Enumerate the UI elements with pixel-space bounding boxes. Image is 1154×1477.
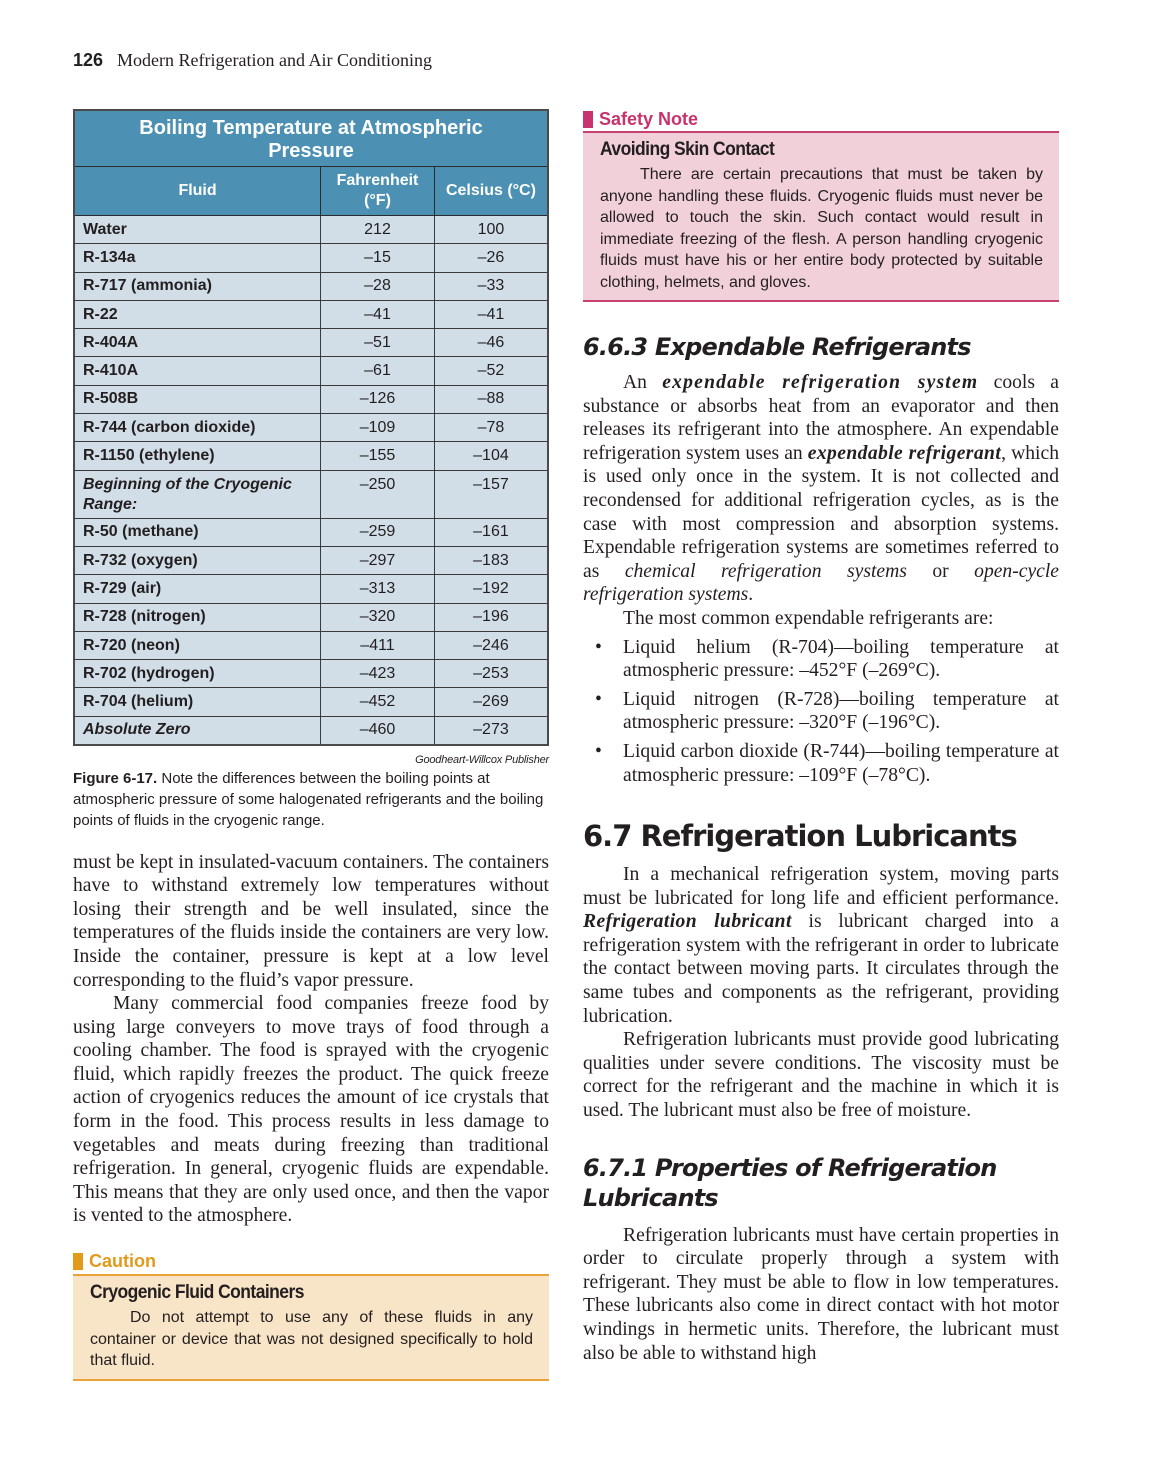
fluid-cell: R-404A xyxy=(74,329,321,357)
fahrenheit-cell: –51 xyxy=(321,329,435,357)
fahrenheit-cell: –61 xyxy=(321,357,435,385)
column-header-fahrenheit: Fahrenheit (°F) xyxy=(321,167,435,216)
table-row xyxy=(74,300,548,328)
key-term: Refrigeration lubricant xyxy=(583,911,792,933)
paragraph: The most common expendable refrigerants are: xyxy=(623,607,994,629)
fluid-cell: Absolute Zero xyxy=(74,716,321,744)
fluid-cell: Water xyxy=(74,216,321,244)
bullet-icon: • xyxy=(595,740,602,762)
paragraph: In a mechanical refrigeration system, moving parts must be lubricated for long life and efficient performance. Refrigeration lubricant is lubricant charged into a refrigeration system with the refrigerant in order to lubricate the contact between moving parts. It circulates through the same tubes and components as the refrigerant, providing lubrication. xyxy=(583,864,1059,1027)
right-column xyxy=(583,108,1059,1365)
fluid-cell: R-728 (nitrogen) xyxy=(74,603,321,631)
fahrenheit-cell: –259 xyxy=(321,518,435,546)
section-6-7-body xyxy=(583,863,1059,1123)
fluid-cell: R-704 (helium) xyxy=(74,688,321,716)
fahrenheit-cell: –297 xyxy=(321,546,435,574)
celsius-cell: –161 xyxy=(434,518,548,546)
caution-box xyxy=(73,1274,549,1381)
celsius-cell: –88 xyxy=(434,385,548,413)
section-heading-6-7: 6.7 Refrigeration Lubricants xyxy=(583,819,1017,854)
celsius-cell: –246 xyxy=(434,631,548,659)
celsius-cell: –192 xyxy=(434,575,548,603)
boiling-temperature-table xyxy=(73,109,549,746)
caution-text: Do not attempt to use any of these fluids in any container or device that was not designed specifically to hold that fluid. xyxy=(90,1309,533,1369)
paragraph: An expendable refrigeration system cools a substance or absorbs heat from an evaporator and then releases its refrigerant into the atmosphere. An expendable refrigeration system uses an expendable refrigerant, which is used only once in the system. It is not collected and recondensed for additional refrigeration cycles, as is the case with most compression and absorption systems. Expendable refrigeration systems are sometimes referred to as chemical refrigeration systems or open-cycle refrigeration systems. xyxy=(583,372,1059,606)
safety-note-box xyxy=(583,131,1059,302)
list-item: • Liquid helium (R-704)—boiling temperature at atmospheric pressure: –452°F (–269°C). xyxy=(595,636,1059,682)
table-row xyxy=(74,575,548,603)
bullet-icon: • xyxy=(595,636,602,658)
table-row xyxy=(74,272,548,300)
fluid-cell: R-720 (neon) xyxy=(74,631,321,659)
fahrenheit-cell: –28 xyxy=(321,272,435,300)
fahrenheit-cell: –411 xyxy=(321,631,435,659)
caution-title: Cryogenic Fluid Containers xyxy=(90,1282,304,1303)
fluid-cell: R-732 (oxygen) xyxy=(74,546,321,574)
italic-term: open-cycle refrigeration systems xyxy=(583,560,1059,606)
safety-note-callout xyxy=(583,108,1059,302)
fluid-cell: R-729 (air) xyxy=(74,575,321,603)
celsius-cell: –52 xyxy=(434,357,548,385)
fluid-cell: R-744 (carbon dioxide) xyxy=(74,414,321,442)
table-row xyxy=(74,688,548,716)
paragraph: must be kept in insulated-vacuum containers. The containers have to withstand extremely low temperatures without losing their strength and be well insulated, since the temperatures of the fluids inside the containers are very low. Inside the container, pressure is kept at a low level corresponding to the fluid’s vapor pressure. xyxy=(73,851,549,991)
fluid-cell: R-508B xyxy=(74,385,321,413)
safety-note-title: Avoiding Skin Contact xyxy=(600,139,775,160)
list-item: • Liquid carbon dioxide (R-744)—boiling temperature at atmospheric pressure: –109°F (–78°C). xyxy=(595,740,1059,786)
key-term: expendable refrigeration system xyxy=(662,372,979,393)
bullet-icon: • xyxy=(595,688,602,710)
italic-term: chemical refrigeration systems xyxy=(624,560,907,582)
fahrenheit-cell: –15 xyxy=(321,244,435,272)
fluid-cell: R-702 (hydrogen) xyxy=(74,660,321,688)
book-title: Modern Refrigeration and Air Conditioning xyxy=(117,50,432,70)
list-item: • Liquid nitrogen (R-728)—boiling temperature at atmospheric pressure: –320°F (–196°C). xyxy=(595,688,1059,734)
section-6-7-1-body xyxy=(583,1224,1059,1366)
fahrenheit-cell: –41 xyxy=(321,300,435,328)
celsius-cell: –273 xyxy=(434,716,548,744)
fahrenheit-cell: –250 xyxy=(321,470,435,518)
fluid-cell: R-50 (methane) xyxy=(74,518,321,546)
table-row xyxy=(74,216,548,244)
figure-credit: Goodheart-Willcox Publisher xyxy=(415,753,549,766)
table-row xyxy=(74,442,548,470)
celsius-cell: –196 xyxy=(434,603,548,631)
page-number: 126 xyxy=(73,50,104,70)
table-row xyxy=(74,603,548,631)
table-row xyxy=(74,357,548,385)
fluid-cell: R-410A xyxy=(74,357,321,385)
section-heading-6-6-3: 6.6.3 Expendable Refrigerants xyxy=(583,333,971,361)
figure-label: Figure 6-17. xyxy=(73,769,158,787)
fahrenheit-cell: –109 xyxy=(321,414,435,442)
paragraph: Refrigeration lubricants must provide good lubricating qualities under severe conditions. The viscosity must be correct for the refrigerant and the machine in which it is used. The lubricant must also be free of moisture. xyxy=(583,1029,1059,1122)
celsius-cell: 100 xyxy=(434,216,548,244)
celsius-cell: –269 xyxy=(434,688,548,716)
paragraph: Many commercial food companies freeze food by using large conveyers to move trays of food through a cooling chamber. The food is sprayed with the cryogenic fluid, which rapidly freezes the product. The quick freeze action of cryogenics reduces the amount of ice crystals that form in the food. This process results in less damage to vegetables and meats during freezing than traditional refrigeration. In general, cryogenic fluids are expendable. This means that they are only used once, and then the vapor is vented to the atmosphere. xyxy=(73,993,549,1227)
paragraph: Refrigeration lubricants must have certain properties in order to circulate properly through a system with refrigerant. They must be able to flow in low temperatures. These lubricants also come in direct contact with hot motor windings in hermetic units. Therefore, the lubricant must also be able to withstand high xyxy=(583,1224,1059,1364)
safety-note-text: There are certain precautions that must be taken by anyone handling these fluids. Cryogenic fluids must never be allowed to touch the skin. Such contact would result in immediate freezing of the flesh. A person handling cryogenic fluids must have his or her entire body protected by suitable clothing, helmets, and gloves. xyxy=(600,166,1043,291)
caution-label xyxy=(73,1250,549,1272)
fahrenheit-cell: –460 xyxy=(321,716,435,744)
fluid-cell: R-1150 (ethylene) xyxy=(74,442,321,470)
table-title: Boiling Temperature at Atmospheric Pressure xyxy=(74,110,548,167)
expendable-refrigerants-list xyxy=(583,636,1059,788)
table-row xyxy=(74,631,548,659)
table-row xyxy=(74,660,548,688)
fluid-cell: R-717 (ammonia) xyxy=(74,272,321,300)
celsius-cell: –33 xyxy=(434,272,548,300)
celsius-cell: –253 xyxy=(434,660,548,688)
fahrenheit-cell: 212 xyxy=(321,216,435,244)
fahrenheit-cell: –320 xyxy=(321,603,435,631)
table-row xyxy=(74,546,548,574)
table-body xyxy=(74,216,548,745)
table-row xyxy=(74,329,548,357)
caution-bar-icon xyxy=(73,1253,83,1270)
fahrenheit-cell: –126 xyxy=(321,385,435,413)
celsius-cell: –104 xyxy=(434,442,548,470)
table-row xyxy=(74,518,548,546)
section-heading-6-7-1: 6.7.1 Properties of Refrigeration Lubricants xyxy=(583,1153,997,1212)
safety-note-label xyxy=(583,108,1059,130)
table-row xyxy=(74,244,548,272)
left-body-text xyxy=(73,851,549,1229)
safety-bar-icon xyxy=(583,111,593,128)
table-row xyxy=(74,414,548,442)
figure-caption-text: Note the differences between the boiling points at atmospheric pressure of some halogenated refrigerants and the boiling points of fluids in the cryogenic range. xyxy=(73,769,544,829)
celsius-cell: –46 xyxy=(434,329,548,357)
fluid-cell: Beginning of the Cryogenic Range: xyxy=(74,470,321,518)
section-6-6-3-body xyxy=(583,371,1059,631)
fluid-cell: R-134a xyxy=(74,244,321,272)
fluid-cell: R-22 xyxy=(74,300,321,328)
table-row xyxy=(74,716,548,744)
caution-callout xyxy=(73,1250,549,1381)
caution-label-text: Caution xyxy=(89,1250,156,1271)
running-head xyxy=(73,50,432,71)
left-column xyxy=(73,109,549,1228)
celsius-cell: –183 xyxy=(434,546,548,574)
column-header-fluid: Fluid xyxy=(74,167,321,216)
celsius-cell: –41 xyxy=(434,300,548,328)
celsius-cell: –157 xyxy=(434,470,548,518)
table-row xyxy=(74,470,548,518)
key-term: expendable refrigerant xyxy=(807,442,1002,464)
celsius-cell: –26 xyxy=(434,244,548,272)
table-row xyxy=(74,385,548,413)
fahrenheit-cell: –423 xyxy=(321,660,435,688)
fahrenheit-cell: –155 xyxy=(321,442,435,470)
safety-note-label-text: Safety Note xyxy=(599,108,699,129)
column-header-celsius: Celsius (°C) xyxy=(434,167,548,216)
figure-caption xyxy=(73,768,549,831)
fahrenheit-cell: –313 xyxy=(321,575,435,603)
fahrenheit-cell: –452 xyxy=(321,688,435,716)
celsius-cell: –78 xyxy=(434,414,548,442)
